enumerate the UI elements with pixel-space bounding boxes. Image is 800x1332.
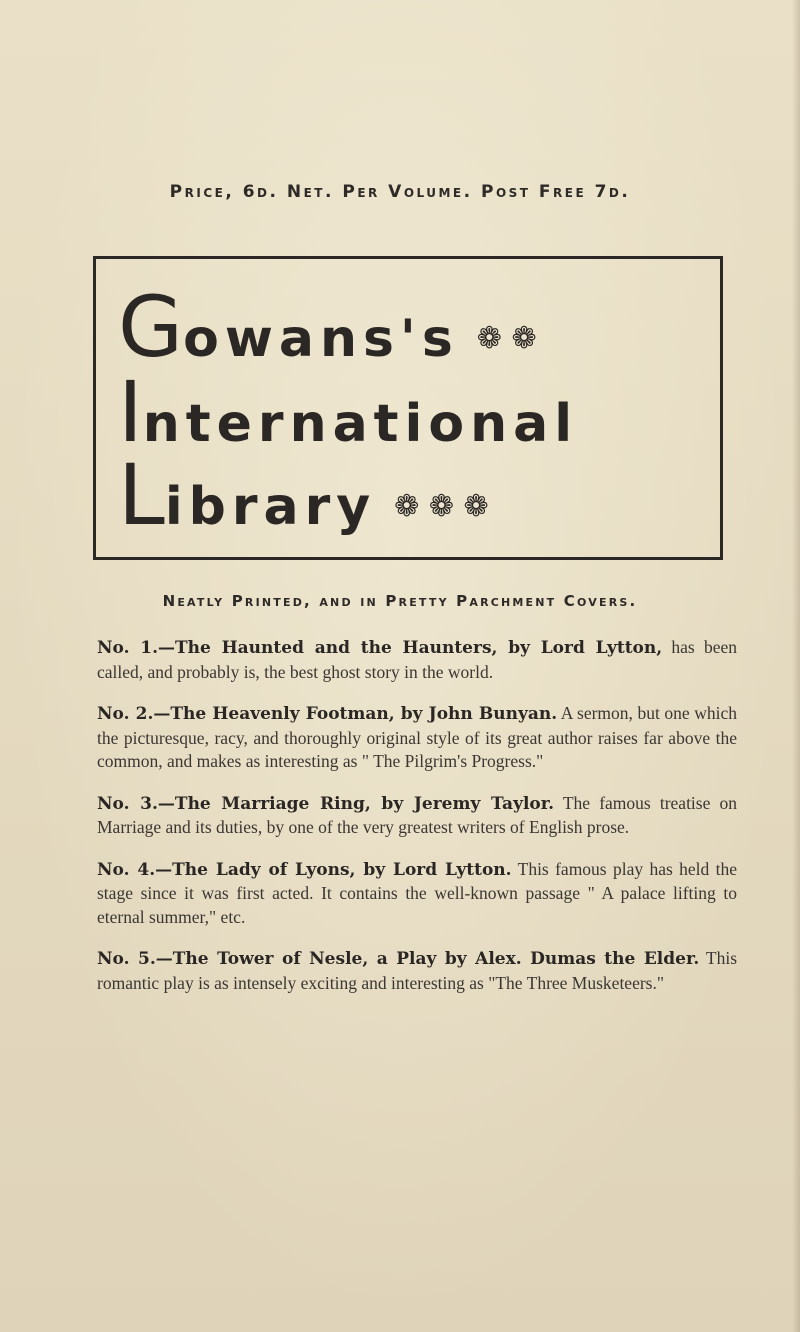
- entry-heading: —The Tower of Nesle, a Play by Alex. Dumas the Elder.: [155, 949, 700, 969]
- page-edge-shadow: [792, 0, 800, 1332]
- entry-description: has been called, and probably is, the best ghost story in the world.: [97, 637, 737, 682]
- volume-list: [97, 636, 737, 1013]
- entry-heading: —The Lady of Lyons, by Lord Lytton.: [155, 859, 512, 880]
- title-word-international: nternational: [142, 394, 579, 454]
- entry-description: A sermon, but one which the picturesque, racy, and thoroughly original style of its great author raises far above the common, and makes as interesting as " The Pilgrim's Progress.": [97, 703, 738, 771]
- title-initial-g: G: [118, 278, 184, 376]
- entry-description: The famous treatise on Marriage and its duties, by one of the very greatest writers of English prose.: [97, 792, 737, 837]
- list-item: [97, 702, 737, 774]
- entry-description: This romantic play is as intensely exciting and interesting as "The Three Musketeers.": [97, 948, 738, 993]
- title-word-library: ibrary: [164, 477, 377, 537]
- title-box: [93, 256, 723, 560]
- title-line-1: [118, 278, 537, 376]
- entry-number: No. 1.: [97, 638, 159, 658]
- entry-description: This famous play has held the stage since it was first acted. It contains the well-known passage " A palace lifting to eternal summer," etc.: [97, 858, 737, 927]
- list-item: [97, 947, 737, 995]
- entry-number: No. 3.: [97, 793, 158, 814]
- subtitle: Neatly Printed, and in Pretty Parchment Covers.: [162, 592, 638, 610]
- list-item: [97, 792, 737, 840]
- entry-number: No. 4.: [97, 859, 156, 880]
- list-item: [97, 858, 737, 930]
- ornament-flower-icon: ❁ ❁: [476, 321, 537, 356]
- entry-heading: —The Haunted and the Haunters, by Lord Lytton,: [158, 638, 663, 658]
- title-initial-l: L: [118, 446, 165, 544]
- ornament-flower-icon: ❁ ❁ ❁: [394, 489, 489, 524]
- title-word-gowans: owans's: [183, 309, 459, 369]
- price-line: Price, 6d. Net. Per Volume. Post Free 7d.: [169, 182, 631, 202]
- entry-number: No. 5.: [97, 949, 156, 969]
- entry-heading: —The Heavenly Footman, by John Bunyan.: [153, 704, 558, 724]
- title-line-2: [118, 363, 579, 461]
- title-initial-i: I: [118, 363, 143, 461]
- list-item: [97, 636, 737, 684]
- entry-number: No. 2.: [97, 704, 154, 724]
- title-line-3: [118, 446, 489, 544]
- entry-heading: —The Marriage Ring, by Jeremy Taylor.: [157, 793, 555, 814]
